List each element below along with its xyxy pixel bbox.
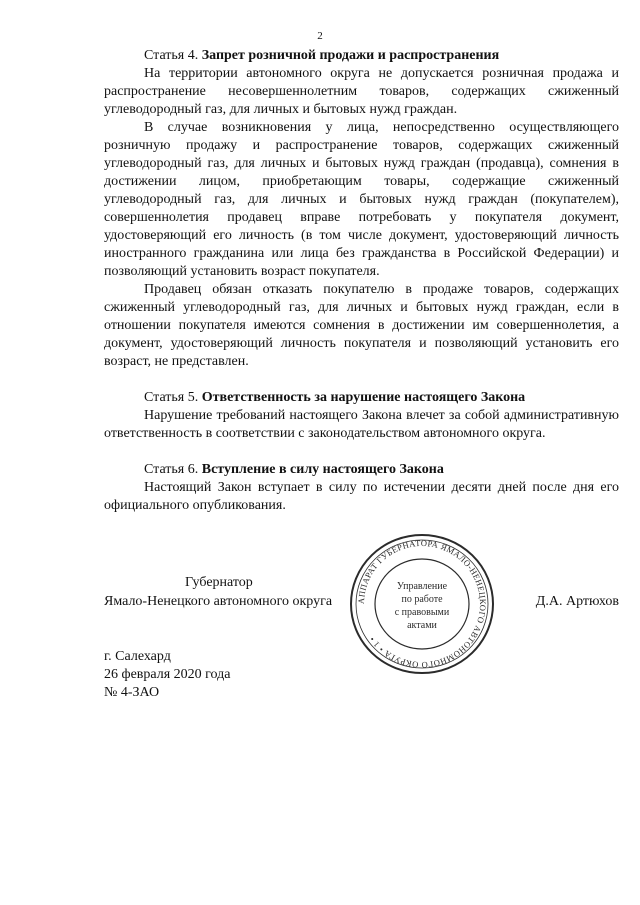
article-5-paragraph-1: Нарушение требований настоящего Закона влечет за собой административную ответственность в соответствии с законодательством автономного округа. (104, 408, 619, 441)
page-number: 2 (317, 30, 323, 42)
article-4-title: Запрет розничной продажи и распространения (201, 48, 500, 63)
city: г. Салехард (104, 649, 171, 664)
article-5-label: Статья 5. (144, 390, 199, 405)
stamp-center-line-2: по работе (401, 594, 443, 605)
signatory-region: Ямало-Ненецкого автономного округа (104, 594, 333, 609)
article-6-paragraph-1: Настоящий Закон вступает в силу по истечении десяти дней после дня его официального опубликования. (104, 480, 619, 513)
date: 26 февраля 2020 года (104, 667, 231, 682)
article-4-label: Статья 4. (144, 48, 199, 63)
stamp-center-line-4: актами (407, 620, 437, 631)
article-4-paragraph-3: Продавец обязан отказать покупателю в продаже товаров, содержащих сжиженный углеводородный газ, для личных и бытовых нужд граждан, если в отношении покупателя имеются сомнения в достижении им совершеннолетия, а документ, удостоверяющий личность покупателя и позволяющий установить его возраст, не представлен. (104, 282, 619, 369)
article-5-heading (104, 389, 619, 407)
article-4-paragraph-1: На территории автономного округа не допускается розничная продажа и распространение несовершеннолетним товаров, содержащих сжиженный углеводородный газ, для личных и бытовых нужд граждан. (104, 66, 619, 117)
signatory-name: Д.А. Артюхов (535, 594, 619, 609)
signatory-position: Губернатор (185, 575, 253, 590)
stamp-center-line-3: с правовыми (394, 607, 450, 618)
article-6-heading (104, 461, 619, 479)
article-4-heading (104, 47, 619, 65)
place-date-block (104, 648, 231, 702)
article-6-title: Вступление в силу настоящего Закона (201, 462, 444, 477)
signature-block (104, 574, 619, 634)
article-4-paragraph-2: В случае возникновения у лица, непосредственно осуществляющего розничную продажу и распространение товаров, содержащих сжиженный углеводородный газ, для личных и бытовых нужд граждан (продавца), сомнения в достижении лицом, приобретающим товары, содержащие сжиженный углеводородный газ, для личных и бытовых нужд граждан (покупателем), совершеннолетия продавец вправе потребовать у покупателя документ, удостоверяющий его личность (в том числе документ, удостоверяющий личность иностранного гражданина или лица без гражданства в Российской Федерации) и позволяющий установить возраст покупателя. (104, 120, 619, 279)
article-5-title: Ответственность за нарушение настоящего Закона (201, 390, 526, 405)
article-6-label: Статья 6. (144, 462, 199, 477)
document-body (104, 47, 619, 515)
stamp-ring-text: АППАРАТ ГУБЕРНАТОРА ЯМАЛО-НЕНЕЦКОГО АВТОНОМНОГО ОКРУГА • 1 • (355, 537, 489, 671)
law-number: № 4-ЗАО (104, 685, 160, 700)
stamp-center-line-1: Управление (396, 581, 448, 592)
